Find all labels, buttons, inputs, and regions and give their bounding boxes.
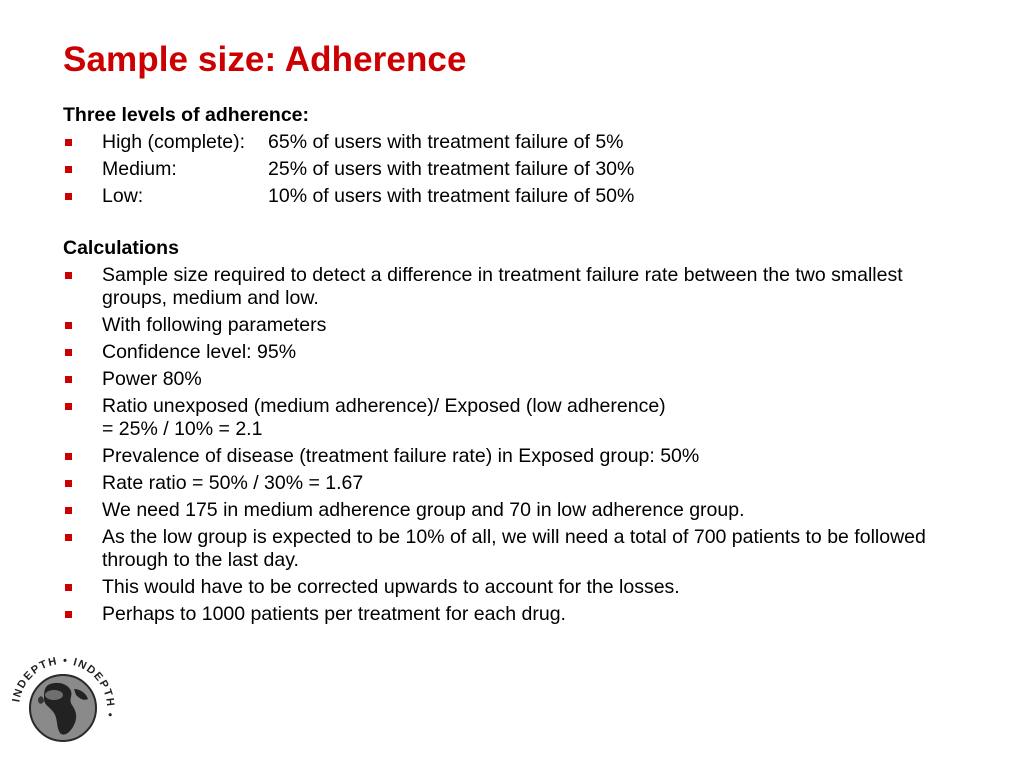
- indepth-logo: [8, 655, 118, 761]
- list-item: [63, 472, 953, 495]
- list-item: [63, 185, 953, 208]
- level-name: Medium:: [102, 158, 177, 180]
- calculation-text: Sample size required to detect a difference in treatment failure rate between the two smallest groups, medium and low.: [102, 264, 903, 309]
- list-item: [63, 368, 953, 391]
- list-item: [63, 341, 953, 364]
- level-detail: 25% of users with treatment failure of 30%: [268, 158, 635, 180]
- list-item: [63, 314, 953, 337]
- adherence-levels-list: [63, 131, 953, 208]
- square-bullet-icon: [65, 403, 72, 410]
- level-name: Low:: [102, 185, 144, 207]
- calculations-list: [63, 264, 953, 626]
- slide-title: Sample size: Adherence: [63, 40, 467, 79]
- level-detail: 65% of users with treatment failure of 5%: [268, 131, 624, 153]
- list-item: [63, 499, 953, 522]
- square-bullet-icon: [65, 139, 72, 146]
- calculation-text: We need 175 in medium adherence group and 70 in low adherence group.: [102, 499, 745, 521]
- list-item: [63, 131, 953, 154]
- square-bullet-icon: [65, 480, 72, 487]
- list-item: [63, 576, 953, 599]
- adherence-levels-heading: Three levels of adherence:: [63, 104, 310, 126]
- calculation-text: Confidence level: 95%: [102, 341, 297, 363]
- square-bullet-icon: [65, 376, 72, 383]
- calculation-text: Perhaps to 1000 patients per treatment for each drug.: [102, 603, 566, 625]
- list-item: [63, 158, 953, 181]
- square-bullet-icon: [65, 611, 72, 618]
- square-bullet-icon: [65, 534, 72, 541]
- square-bullet-icon: [65, 349, 72, 356]
- calculation-text: As the low group is expected to be 10% of all, we will need a total of 700 patients to be followed through to the last day.: [102, 526, 926, 571]
- globe-icon: [8, 655, 118, 761]
- level-detail: 10% of users with treatment failure of 50%: [268, 185, 635, 207]
- calculations-heading: Calculations: [63, 237, 179, 259]
- square-bullet-icon: [65, 453, 72, 460]
- square-bullet-icon: [65, 193, 72, 200]
- square-bullet-icon: [65, 166, 72, 173]
- list-item: [63, 526, 953, 572]
- calculation-text: Power 80%: [102, 368, 202, 390]
- logo-text: INDEPTH • INDEPTH •: [10, 655, 117, 719]
- square-bullet-icon: [65, 507, 72, 514]
- list-item: [63, 603, 953, 626]
- square-bullet-icon: [65, 584, 72, 591]
- ratio-continuation: = 25% / 10% = 2.1: [102, 418, 263, 440]
- list-item: [63, 445, 953, 468]
- calculation-text: With following parameters: [102, 314, 327, 336]
- slide-content: [63, 104, 953, 630]
- square-bullet-icon: [65, 322, 72, 329]
- level-name: High (complete):: [102, 131, 246, 153]
- calculation-text: Rate ratio = 50% / 30% = 1.67: [102, 472, 364, 494]
- list-item: [63, 264, 953, 310]
- square-bullet-icon: [65, 272, 72, 279]
- calculation-text: This would have to be corrected upwards to account for the losses.: [102, 576, 680, 598]
- list-item: [63, 395, 953, 441]
- calculation-text: Prevalence of disease (treatment failure rate) in Exposed group: 50%: [102, 445, 700, 467]
- calculation-text: Ratio unexposed (medium adherence)/ Exposed (low adherence): [102, 395, 666, 417]
